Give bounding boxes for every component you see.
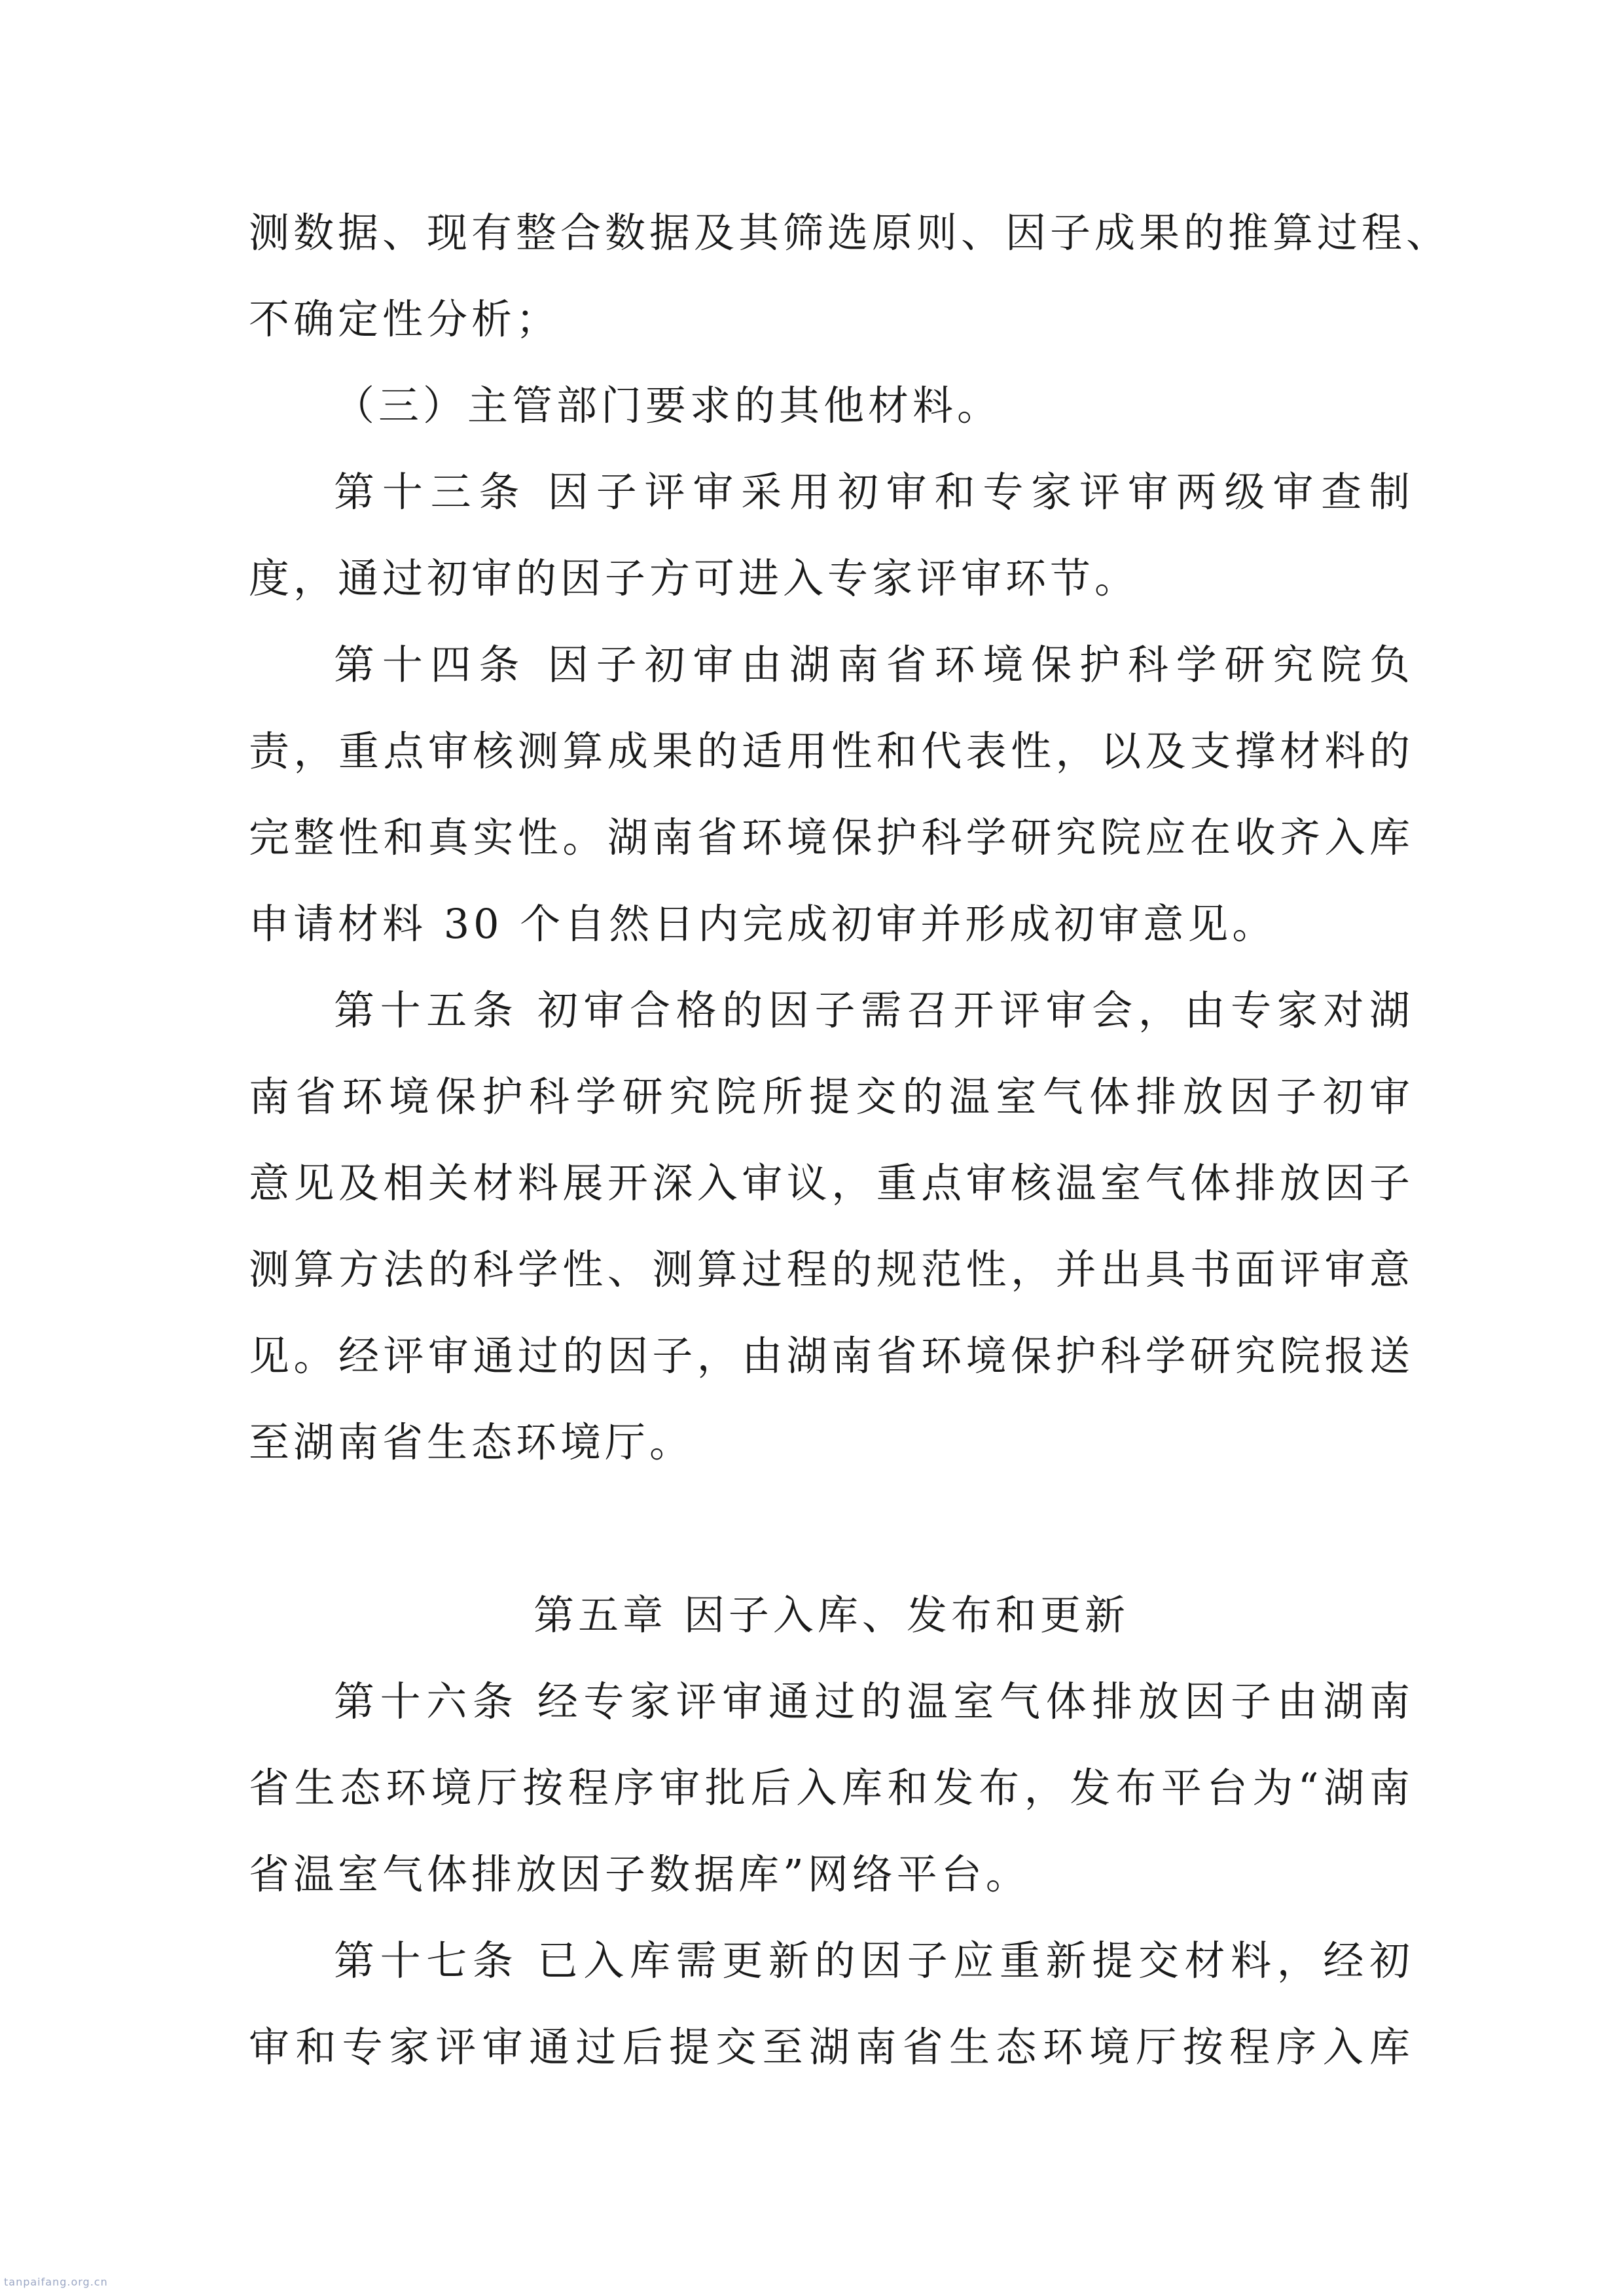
- article-14-line-4: 申请材料 30 个自然日内完成初审并形成初审意见。: [249, 900, 1277, 948]
- text-line-2: 不确定性分析；: [249, 295, 561, 343]
- article-15-line-2: 南省环境保护科学研究院所提交的温室气体排放因子初审: [249, 1073, 1414, 1121]
- article-13-line-2: 度，通过初审的因子方可进入专家评审环节。: [249, 554, 1140, 602]
- article-15-line-4: 测算方法的科学性、测算过程的规范性，并出具书面评审意: [249, 1246, 1414, 1293]
- text-line-3: （三）主管部门要求的其他材料。: [334, 382, 1002, 429]
- article-16-line-1: 第十六条 经专家评审通过的温室气体排放因子由湖南: [334, 1677, 1414, 1725]
- article-16-line-2: 省生态环境厅按程序审批后入库和发布，发布平台为“湖南: [249, 1764, 1414, 1812]
- article-15-line-5: 见。经评审通过的因子，由湖南省环境保护科学研究院报送: [249, 1332, 1414, 1380]
- article-13-line-1: 第十三条 因子评审采用初审和专家评审两级审查制: [334, 468, 1414, 516]
- article-14-line-1: 第十四条 因子初审由湖南省环境保护科学研究院负: [334, 641, 1414, 689]
- document-page: [249, 190, 1451, 2090]
- article-15-line-6: 至湖南省生态环境厅。: [249, 1418, 695, 1466]
- watermark-text: tanpaifang.org.cn: [4, 2276, 108, 2288]
- article-14-line-3: 完整性和真实性。湖南省环境保护科学研究院应在收齐入库: [249, 814, 1414, 861]
- article-14-line-2: 责，重点审核测算成果的适用性和代表性，以及支撑材料的: [249, 727, 1414, 775]
- article-16-line-3: 省温室气体排放因子数据库”网络平台。: [249, 1850, 1030, 1898]
- text-line-1: 测数据、现有整合数据及其筛选原则、因子成果的推算过程、: [249, 209, 1451, 257]
- article-15-line-1: 第十五条 初审合格的因子需召开评审会，由专家对湖: [334, 986, 1414, 1034]
- article-15-line-3: 意见及相关材料展开深入审议，重点审核温室气体排放因子: [249, 1159, 1414, 1207]
- article-17-line-2: 审和专家评审通过后提交至湖南省生态环境厅按程序入库: [249, 2023, 1414, 2071]
- section-gap: [249, 1486, 1414, 1572]
- article-17-line-1: 第十七条 已入库需更新的因子应重新提交材料，经初: [334, 1937, 1414, 1984]
- chapter-heading: 第五章 因子入库、发布和更新: [533, 1591, 1129, 1639]
